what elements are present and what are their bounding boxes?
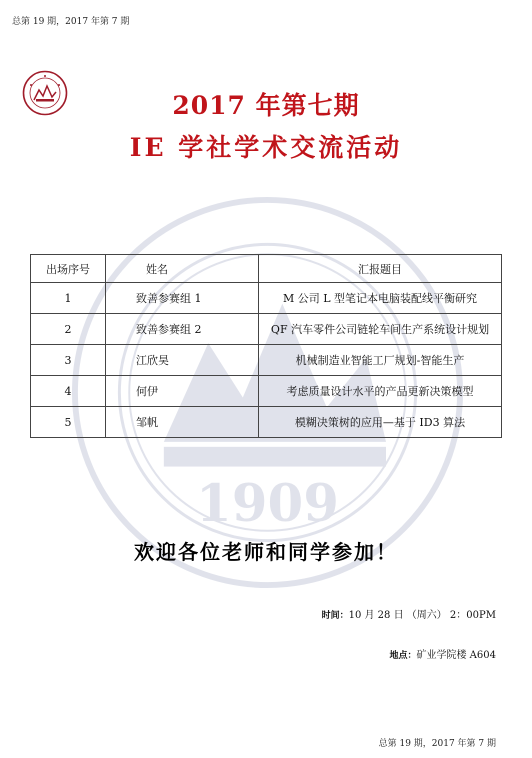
row-name: 江欣昊 (106, 345, 259, 376)
place-value: 矿业学院楼 A604 (416, 650, 496, 661)
table-row (31, 314, 502, 345)
time-label: 时间： (321, 611, 349, 621)
row-order: 4 (31, 376, 106, 407)
event-location (389, 646, 496, 661)
table-row (31, 345, 502, 376)
welcome-message: 欢迎各位老师和同学参加！ (134, 540, 398, 564)
table-row (31, 407, 502, 438)
place-label: 地点： (389, 651, 417, 661)
time-value: 10 月 28 日 （周六） 2：00PM (348, 610, 496, 621)
row-name: 邹帆 (106, 407, 259, 438)
column-header-order: 出场序号 (31, 255, 106, 283)
column-header-name: 姓名 (106, 255, 259, 283)
row-order: 2 (31, 314, 106, 345)
footer-issue-number: 总第 19 期，2017 年第 7 期 (378, 739, 496, 749)
table-header-row (31, 255, 502, 283)
row-name: 致善参赛组 2 (106, 314, 259, 345)
row-topic: 考虑质量设计水平的产品更新决策模型 (259, 376, 502, 407)
row-topic: QF 汽车零件公司链轮车间生产系统设计规划 (259, 314, 502, 345)
event-title-line1: 2017 年第七期 (172, 91, 360, 120)
row-name: 何伊 (106, 376, 259, 407)
row-topic: M 公司 L 型笔记本电脑装配线平衡研究 (259, 283, 502, 314)
watermark-year: 1909 (196, 473, 339, 534)
event-time (322, 606, 496, 621)
row-topic: 机械制造业智能工厂规划-智能生产 (259, 345, 502, 376)
row-order: 1 (31, 283, 106, 314)
row-order: 3 (31, 345, 106, 376)
table-row (31, 283, 502, 314)
header-issue-number: 总第 19 期，2017 年第 7 期 (12, 17, 130, 27)
presentation-schedule-table (30, 254, 502, 438)
column-header-topic: 汇报题目 (259, 255, 502, 283)
row-order: 5 (31, 407, 106, 438)
event-title-line2: IE 学社学术交流活动 (129, 133, 403, 162)
row-topic: 模糊决策树的应用—基于 ID3 算法 (259, 407, 502, 438)
row-name: 致善参赛组 1 (106, 283, 259, 314)
table-row (31, 376, 502, 407)
